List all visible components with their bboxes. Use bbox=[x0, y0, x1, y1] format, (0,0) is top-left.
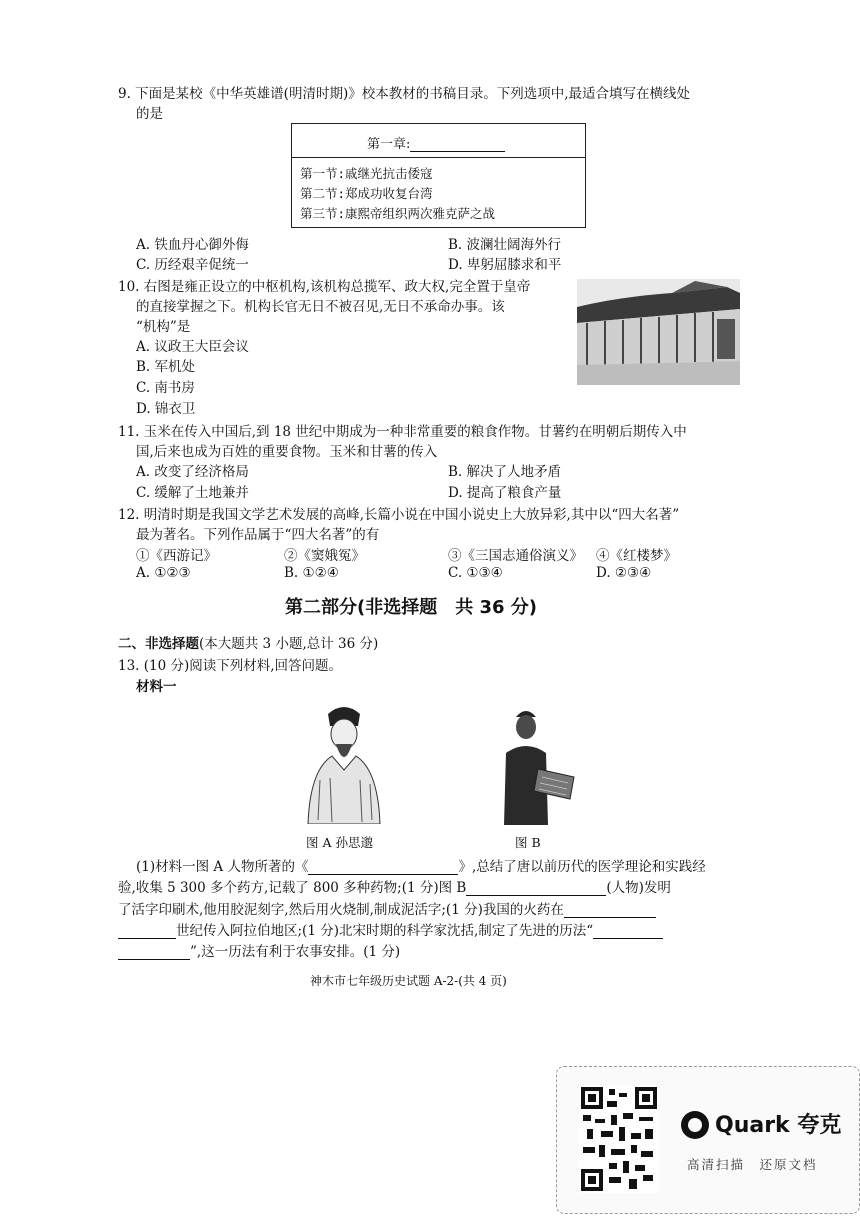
blank-calendar-part1 bbox=[593, 924, 663, 939]
section-head-note: (本大题共 3 小题,总计 36 分) bbox=[199, 636, 379, 652]
part2-title: 第二部分(非选择题 共 36 分) bbox=[285, 597, 538, 618]
q11-option-c: C. 缓解了土地兼并 bbox=[136, 485, 249, 501]
q10-stem-line1: 10. 右图是雍正设立的中枢机构,该机构总揽军、政大权,完全置于皇帝 bbox=[118, 279, 531, 295]
blank-inventor bbox=[466, 881, 606, 896]
q12-work-3: ③《三国志通俗演义》 bbox=[448, 548, 583, 564]
section-head-label: 二、非选择题 bbox=[118, 636, 199, 652]
q12-option-c: C. ①③④ bbox=[448, 565, 503, 581]
blank-calendar-part2 bbox=[118, 945, 190, 960]
chapter-title: 第一章: bbox=[367, 137, 411, 152]
quark-logo-icon bbox=[681, 1111, 709, 1139]
q13-line1: (1)材料一图 A 人物所著的《 》,总结了唐以前历代的医学理论和实践经 bbox=[136, 859, 706, 875]
chapter-header bbox=[292, 124, 585, 158]
q11-stem-line2: 国,后来也成为百姓的重要食物。玉米和甘薯的传入 bbox=[136, 444, 438, 460]
q13-line2: 验,收集 5 300 多个药方,记载了 800 多种药物;(1 分)图 B (人物)发明 bbox=[118, 880, 671, 896]
sun-simiao-portrait bbox=[300, 700, 388, 824]
q10-option-a: A. 议政王大臣会议 bbox=[136, 339, 249, 355]
q13-line5: ”,这一历法有利于农事安排。(1 分) bbox=[118, 940, 400, 960]
q10-option-c: C. 南书房 bbox=[136, 380, 195, 396]
quark-slogan: 高清扫描 还原文档 bbox=[687, 1157, 818, 1172]
section-row: 第一节:戚继光抗击倭寇 bbox=[300, 166, 433, 181]
q9-option-d: D. 卑躬屈膝求和平 bbox=[448, 257, 562, 273]
q12-work-2: ②《窦娥冤》 bbox=[284, 548, 365, 564]
answer-blank bbox=[410, 139, 505, 152]
section-heading bbox=[118, 632, 378, 652]
q12-option-a: A. ①②③ bbox=[136, 565, 191, 581]
blank-century-part1 bbox=[564, 903, 656, 918]
q12-work-1: ①《西游记》 bbox=[136, 548, 217, 564]
caption-figure-a: 图 A 孙思邈 bbox=[306, 835, 373, 850]
blank-book-title bbox=[308, 860, 458, 875]
q11-stem-line1: 11. 玉米在传入中国后,到 18 世纪中期成为一种非常重要的粮食作物。甘薯约在明朝后期传入中 bbox=[118, 424, 687, 440]
qr-code-icon[interactable] bbox=[579, 1085, 659, 1193]
bi-sheng-statue bbox=[492, 703, 578, 825]
junjichu-building-photo bbox=[577, 279, 740, 385]
q11-option-b: B. 解决了人地矛盾 bbox=[448, 464, 562, 480]
blank-century-part2 bbox=[118, 924, 176, 939]
q11-option-a: A. 改变了经济格局 bbox=[136, 464, 249, 480]
page-footer: 神木市七年级历史试题 A-2-(共 4 页) bbox=[310, 974, 507, 988]
q9-stem-line1: 9. 下面是某校《中华英雄谱(明清时期)》校本教材的书稿目录。下列选项中,最适合填写在横线处 bbox=[118, 86, 690, 102]
section-row: 第三节:康熙帝组织两次雅克萨之战 bbox=[300, 206, 496, 221]
q13-line3: 了活字印刷术,他用胶泥刻字,然后用火烧制,制成泥活字;(1 分)我国的火药在 bbox=[118, 898, 656, 918]
material-label: 材料一 bbox=[136, 679, 177, 695]
q9-option-b: B. 波澜壮阔海外行 bbox=[448, 237, 562, 253]
quark-brand: Quark 夸克 bbox=[715, 1113, 842, 1138]
section-row: 第二节:郑成功收复台湾 bbox=[300, 186, 433, 201]
q10-stem-line3: “机构”是 bbox=[136, 319, 191, 335]
q12-work-4: ④《红楼梦》 bbox=[596, 548, 677, 564]
q12-stem-line1: 12. 明清时期是我国文学艺术发展的高峰,长篇小说在中国小说史上大放异彩,其中以“四大名著” bbox=[118, 507, 680, 523]
table-of-contents-box bbox=[291, 123, 586, 228]
q9-option-c: C. 历经艰辛促统一 bbox=[136, 257, 249, 273]
q12-stem-line2: 最为著名。下列作品属于“四大名著”的有 bbox=[136, 527, 380, 543]
caption-figure-b: 图 B bbox=[515, 835, 541, 850]
q11-option-d: D. 提高了粮食产量 bbox=[448, 485, 562, 501]
q13-stem: 13. (10 分)阅读下列材料,回答问题。 bbox=[118, 658, 343, 674]
q10-option-d: D. 锦衣卫 bbox=[136, 401, 196, 417]
q12-option-b: B. ①②④ bbox=[284, 565, 339, 581]
q9-stem-line2: 的是 bbox=[136, 106, 163, 122]
q10-option-b: B. 军机处 bbox=[136, 359, 196, 375]
q9-option-a: A. 铁血丹心御外侮 bbox=[136, 237, 249, 253]
q10-stem-line2: 的直接掌握之下。机构长官无日不被召见,无日不承命办事。该 bbox=[136, 299, 505, 315]
quark-scan-card[interactable] bbox=[556, 1066, 860, 1214]
q12-option-d: D. ②③④ bbox=[596, 565, 652, 581]
q13-line4: 世纪传入阿拉伯地区;(1 分)北宋时期的科学家沈括,制定了先进的历法“ bbox=[118, 919, 663, 939]
